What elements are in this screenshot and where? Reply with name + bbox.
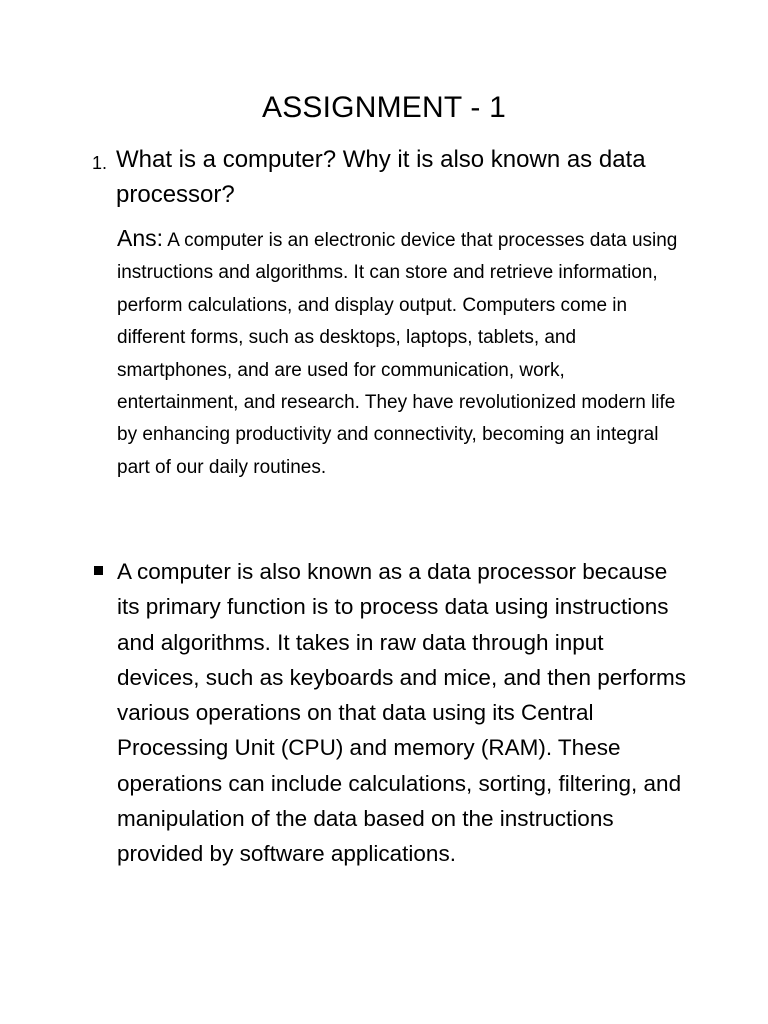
answer-paragraph bbox=[117, 222, 687, 484]
question-number: 1. bbox=[92, 153, 108, 173]
question-text: What is a computer? Why it is also known as data processor? bbox=[116, 146, 646, 208]
answer-label: Ans: bbox=[117, 225, 164, 251]
square-bullet-icon bbox=[94, 566, 103, 575]
bullet-text: A computer is also known as a data processor because its primary function is to process data using instructions and algorithms. It takes in raw data through input devices, such as keyboards and mice, and then performs various operations on that data using its Central Processing Unit (CPU) and memory (RAM). These operations can include calculations, sorting, filtering, and manipulation of the data based on the instructions provided by software applications. bbox=[117, 559, 687, 867]
answer-text: A computer is an electronic device that processes data using instructions and algorithms. It can store and retrieve information, perform calculations, and display output. Computers come in different forms, such as desktops, laptops, tablets, and smartphones, and are used for communication, work, entertainment, and research. They have revolutionized modern life by enhancing productivity and connectivity, becoming an integral part of our daily routines. bbox=[117, 230, 678, 478]
document-title: ASSIGNMENT - 1 bbox=[262, 91, 506, 124]
